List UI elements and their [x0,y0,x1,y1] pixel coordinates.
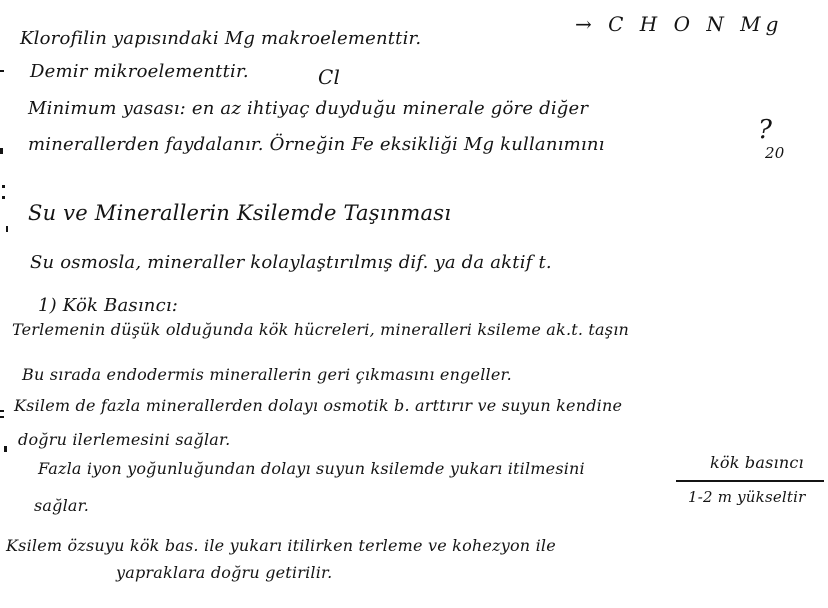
note-line-1-annotation: → C H O N Mg [575,12,784,36]
margin-mark [0,416,4,418]
margin-mark [2,185,5,188]
margin-mark [0,70,4,72]
note-line-9: doğru ilerlemesini sağlar. [18,430,231,449]
note-line-6: Terlemenin düşük olduğunda kök hücreleri, mineralleri ksileme ak.t. taşın [12,320,630,339]
margin-mark [2,196,5,199]
note-line-12: Ksilem özsuyu kök bas. ile yukarı itilirken terleme ve kohezyon ile [6,536,556,555]
margin-mark [6,226,8,232]
note-line-4: minerallerden faydalanır. Örneğin Fe eksikliği Mg kullanımını [28,134,605,155]
margin-mark [0,148,3,154]
note-line-11: sağlar. [34,496,90,515]
note-line-4-annotation: ? [758,115,773,145]
margin-mark [4,446,7,452]
note-line-8: Ksilem de fazla minerallerden dolayı osmotik b. arttırır ve suyun kendine [14,396,623,415]
note-line-2: Demir mikroelementtir. [30,61,249,82]
subheading-root-pressure: 1) Kök Basıncı: [38,295,179,316]
margin-mark [0,410,4,412]
section-heading: Su ve Minerallerin Ksilemde Taşınması [28,201,452,225]
note-line-10: Fazla iyon yoğunluğundan dolayı suyun ksilemde yukarı itilmesini [38,459,585,478]
note-line-1: Klorofilin yapısındaki Mg makroelementtir. [20,28,422,49]
note-line-11-height: 1-2 m yükseltir [688,488,806,506]
note-line-10-key-term: kök basıncı [710,453,804,472]
note-line-4-annotation-2: 20 [765,144,785,162]
note-line-13: yapraklara doğru getirilir. [116,563,333,582]
note-line-3: Minimum yasası: en az ihtiyaç duyduğu minerale göre diğer [28,98,589,119]
note-line-5: Su osmosla, mineraller kolaylaştırılmış dif. ya da aktif t. [30,252,552,273]
fraction-line [676,480,824,482]
note-line-2-annotation: Cl [318,65,341,89]
note-line-7: Bu sırada endodermis minerallerin geri çıkmasını engeller. [22,365,512,384]
